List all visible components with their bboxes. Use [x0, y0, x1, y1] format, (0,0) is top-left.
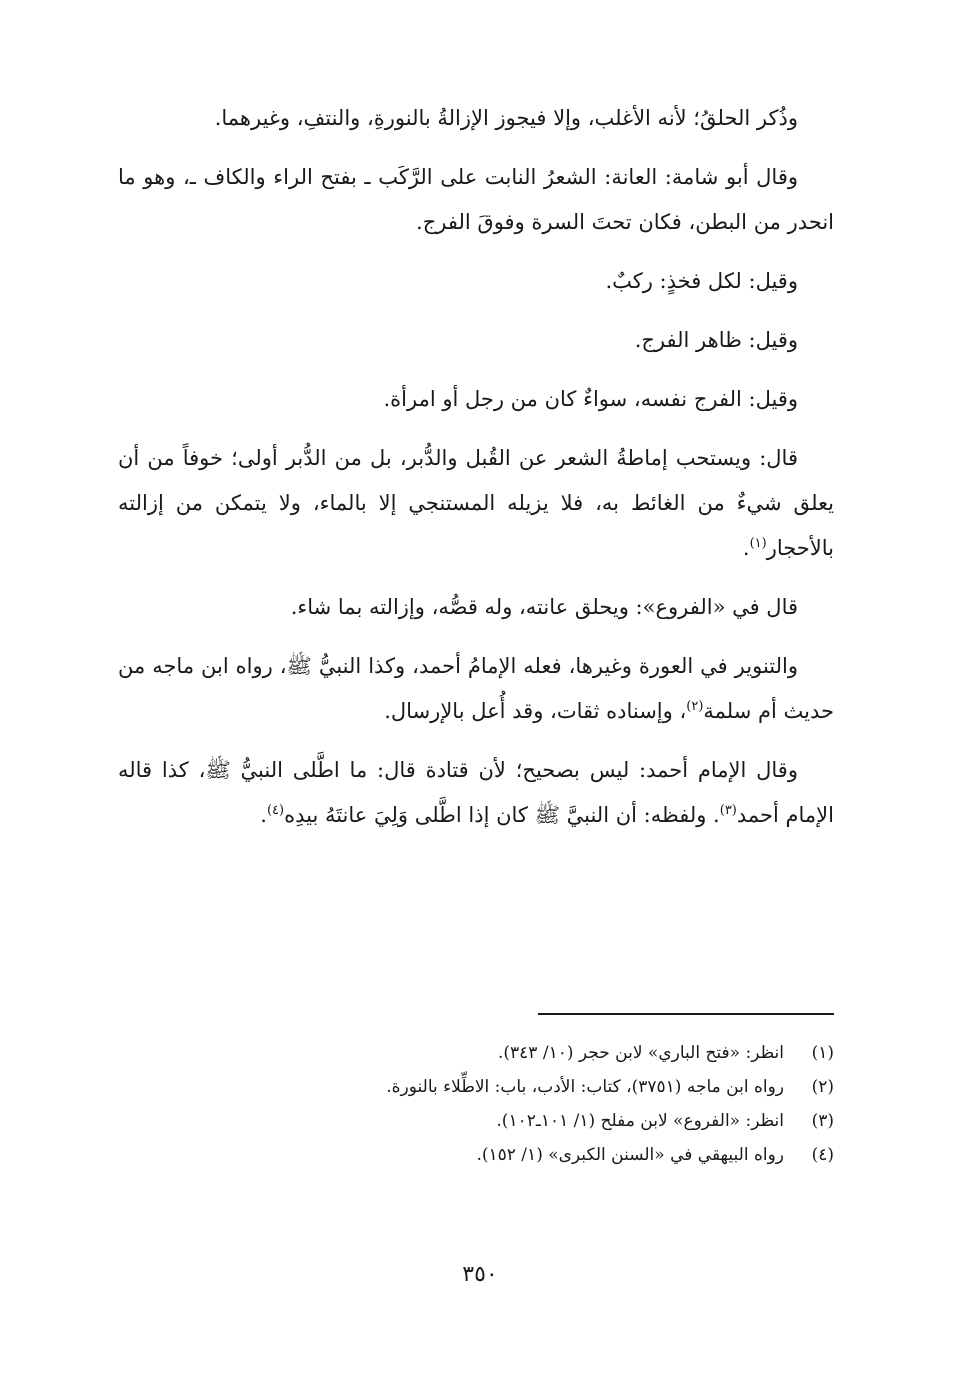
- paragraph-text: وقال أبو شامة: العانة: الشعرُ النابت على الرَّكَب ـ بفتح الراء والكاف ـ، وهو ما انحدر من البطن، فكان تحتَ السرة وفوقَ الفرج.: [118, 165, 834, 234]
- footnote-2: [150, 1070, 834, 1104]
- footnote-text: انظر: «الفروع» لابن مفلح (١/ ١٠١ـ١٠٢).: [496, 1111, 784, 1131]
- paragraph-text: قال: ويستحب إماطةُ الشعر عن القُبل والدُّبر، بل من الدُّبر أولى؛ خوفاً من أن يعلق شيءٌ من الغائط به، فلا يزيله المستنجي إلا بالماء، ولا يتمكن من إزالته بالأحجار: [118, 446, 834, 560]
- footnote-number: (١): [811, 1043, 834, 1063]
- footnote-number: (٢): [811, 1077, 834, 1097]
- footnote-1: [150, 1036, 834, 1070]
- paragraph-8: [118, 644, 834, 734]
- footnote-ref[interactable]: (٢): [686, 699, 704, 714]
- footnote-ref[interactable]: (٣): [719, 803, 737, 818]
- footnote-text: رواه البيهقي في «السنن الكبرى» (١/ ١٥٢).: [476, 1145, 784, 1165]
- footnote-number: (٤): [811, 1145, 834, 1165]
- paragraph-3: [118, 259, 834, 304]
- footnote-number: (٣): [811, 1111, 834, 1131]
- footnote-ref[interactable]: (٤): [266, 803, 285, 818]
- paragraph-text-tail: ، وإسناده ثقات، وقد أُعل بالإرسال.: [384, 699, 687, 723]
- paragraph-text: قال في «الفروع»: ويحلق عانته، وله قصُّه، وإزالته بما شاء.: [290, 595, 798, 619]
- footnote-text: رواه ابن ماجه (٣٧٥١)، كتاب: الأدب، باب: الاطِّلاء بالنورة.: [386, 1077, 784, 1097]
- footnote-3: [150, 1104, 834, 1138]
- paragraph-text-tail: .: [742, 536, 750, 560]
- paragraph-text-tail: . ولفظه: أن النبيَّ ﷺ كان إذا اطَّلى وَلِيَ عانتَهُ بيدِه: [284, 803, 720, 827]
- paragraph-6: [118, 436, 834, 571]
- paragraph-9: [118, 748, 834, 838]
- paragraph-4: [118, 318, 834, 363]
- main-text: [118, 96, 834, 852]
- footnotes: [150, 1036, 834, 1172]
- paragraph-7: [118, 585, 834, 630]
- paragraph-2: [118, 155, 834, 245]
- paragraph-text: وقال الإمام أحمد: ليس بصحيح؛ لأن قتادة قال: ما اطَّلى النبيُّ ﷺ، كذا قاله الإمام أحمد: [118, 758, 834, 827]
- paragraph-text: وقيل: ظاهر الفرج.: [634, 328, 798, 352]
- footnote-divider: [538, 1013, 834, 1015]
- paragraph-5: [118, 377, 834, 422]
- paragraph-text: والتنوير في العورة وغيرها، فعله الإمامُ أحمد، وكذا النبيُّ ﷺ، رواه ابن ماجه من حديث أم سلمة: [118, 654, 834, 723]
- paragraph-text: وقيل: الفرج نفسه، سواءٌ كان من رجل أو امرأة.: [383, 387, 798, 411]
- paragraph-text: وقيل: لكل فخذٍ: ركبٌ.: [605, 269, 798, 293]
- paragraph-1: [118, 96, 834, 141]
- footnote-text: انظر: «فتح الباري» لابن حجر (١٠/ ٣٤٣).: [497, 1043, 784, 1063]
- paragraph-text: وذُكر الحلقُ؛ لأنه الأغلب، وإلا فيجوز الإزالةُ بالنورةِ، والنتفِ، وغيرهما.: [214, 106, 798, 130]
- page-number: ٣٥٠: [462, 1262, 498, 1287]
- footnote-ref[interactable]: (١): [749, 536, 767, 551]
- footnote-4: [150, 1138, 834, 1172]
- paragraph-text-tail: .: [260, 803, 267, 827]
